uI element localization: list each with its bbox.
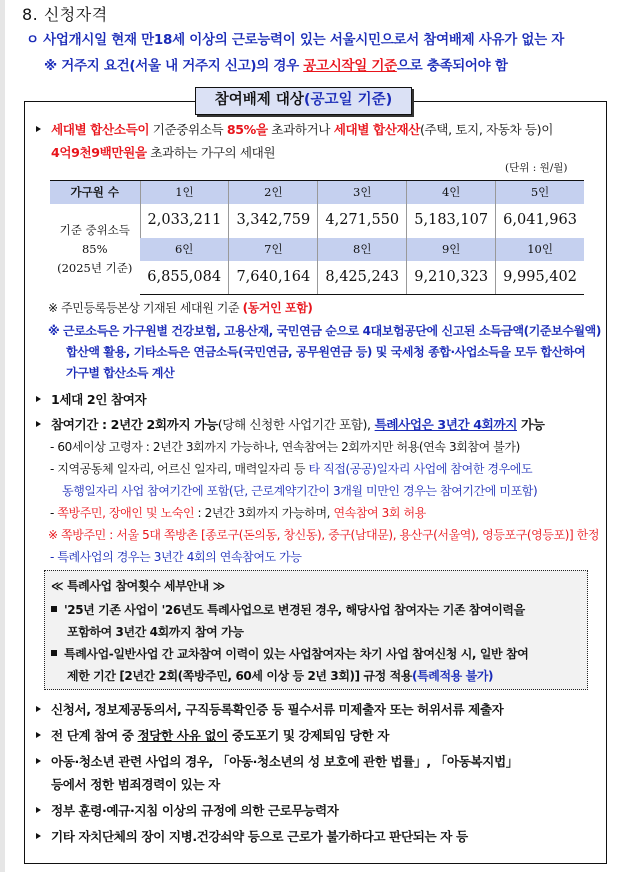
table-cell: 8,425,243 (318, 261, 407, 295)
note-jjokbang-areas: ※ 쪽방주민 : 서울 5대 쪽방촌 [종로구(돈의동, 창신동), 중구(남대문), 용산구(서울역), 영등포구(영등포)] 한정 (48, 528, 600, 542)
residence-text-suffix: 으로 충족되어야 함 (396, 58, 508, 74)
exclusion-item-other (36, 825, 468, 849)
note-earned-income-cont: 합산액 활용, 기타소득은 연금소득(국민연금, 공무원연금 등) 및 국세청 종합·사업소득을 모두 합산하여 (66, 345, 586, 359)
exclusion-item-income-cont (51, 141, 275, 165)
particle-text: 이 (541, 122, 553, 137)
sub-other-jobs-cont: 동행일자리 사업 참여기간에 포함(단, 근로계약기간이 3개월 미만인 경우는 참여기간에 미포함) (62, 484, 538, 498)
table-cell: 9,995,402 (496, 261, 584, 295)
table-header-cell: 8인 (318, 238, 407, 261)
sub-other-jobs (50, 459, 532, 480)
row-label-line: (2025년 기준) (57, 260, 133, 275)
percent-threshold: 85%을 (226, 122, 268, 137)
row-label-line: 기준 중위소득 (59, 222, 130, 237)
residence-requirement-line (44, 54, 508, 74)
cohabitant-note: (동거인 포함) (242, 301, 313, 315)
note-earned-income: ※ 근로소득은 가구원별 건강보험, 고용산재, 국민연금 순으로 4대보험공단에 신고된 소득금액(기준보수월액) (48, 324, 601, 338)
triangle-bullet-icon (36, 396, 41, 402)
sub-text: : 2년간 3회까지 가능하며, (194, 506, 334, 520)
exclusion-item-income (36, 118, 553, 142)
detail-bullet-1-cont: 포함하여 3년간 4회까지 참여 가능 (67, 625, 244, 639)
household-size-header: 가구원 수 (50, 181, 140, 204)
note-text: ※ 주민등록등본상 기재된 세대원 기준 (48, 301, 243, 315)
triangle-bullet-icon (36, 833, 41, 839)
square-bullet-icon (51, 606, 57, 612)
triangle-bullet-icon (36, 126, 41, 132)
assets-examples: (주택, 토지, 자동차 등) (420, 122, 542, 137)
sub-text: - (50, 506, 58, 520)
table-header-cell: 7인 (229, 238, 318, 261)
item-text: 1세대 2인 참여자 (51, 392, 147, 407)
table-header-cell: 10인 (496, 238, 584, 261)
item-text: 전 단계 참여 중 (51, 728, 138, 743)
household-income-text: 세대별 합산소득이 (51, 122, 150, 137)
sub-vulnerable-groups (50, 503, 426, 524)
table-cell: 4,271,550 (318, 204, 407, 238)
table-header-cell: 6인 (140, 238, 229, 261)
vulnerable-highlight: 쪽방주민, 장애인 및 노숙인 (57, 506, 195, 520)
special-project-detail-box (44, 570, 588, 690)
table-header-cell: 1인 (140, 181, 229, 204)
detail-box-title: ≪ 특례사업 참여횟수 세부안내 ≫ (51, 579, 225, 593)
table-cell: 2,033,211 (140, 204, 229, 238)
exceed-text: 초과하거나 (267, 122, 334, 137)
sub-text: - 지역공동체 일자리, 어르신 일자리, 매력일자리 등 (50, 462, 309, 476)
table-header-cell: 4인 (407, 181, 496, 204)
item-text: 정부 훈령·예규·지침 이상의 규정에 의한 근로무능력자 (51, 803, 339, 818)
consecutive-highlight: 연속참여 3회 허용 (333, 506, 426, 520)
table-cell: 5,183,107 (407, 204, 496, 238)
detail-text: 특례사업-일반사업 간 교차참여 이력이 있는 사업참여자는 차기 사업 참여신청 시, 일반 참여 (64, 647, 529, 661)
table-row (50, 204, 584, 238)
median-income-text: 기준중위소득 (149, 122, 227, 137)
table-cell: 9,210,323 (407, 261, 496, 295)
eligibility-text: 사업개시일 현재 만18세 이상의 근로능력이 있는 서울시민으로서 참여배제 사유가 없는 자 (43, 32, 565, 48)
eligibility-main-line (26, 28, 564, 48)
exclusion-item-criminal-record-cont: 등에서 정한 범죄경력이 있는 자 (51, 777, 220, 792)
triangle-bullet-icon (36, 758, 41, 764)
note-household-basis (48, 298, 313, 319)
item-text: 아동·청소년 관련 사업의 경우, 「아동·청소년의 성 보호에 관한 법률」, 「아동복지법」 (51, 754, 518, 769)
exclusion-title-main: 참여배제 대상 (214, 92, 304, 108)
triangle-bullet-icon (36, 807, 41, 813)
exclusion-item-dropout (36, 724, 389, 748)
special-project-highlight: 특례사업은 3년간 4회까지 (374, 417, 517, 432)
table-header-cell: 2인 (229, 181, 318, 204)
table-header-row (50, 181, 584, 204)
household-assets-text: 세대별 합산재산 (333, 122, 421, 137)
table-header-cell: 3인 (318, 181, 407, 204)
exclusion-item-participation-period (36, 413, 544, 437)
table-cell: 6,855,084 (140, 261, 229, 295)
note-earned-income-cont: 가구별 합산소득 계산 (66, 366, 175, 380)
exclusion-item-one-household (36, 388, 146, 412)
sub-special-project: - 특례사업의 경우는 3년간 4회의 연속참여도 가능 (50, 550, 302, 564)
period-detail: (당해 신청한 사업기간 포함), (217, 417, 371, 432)
row-label-line: 85% (81, 241, 108, 256)
item-text: 기타 자치단체의 장이 지병.건강쇠약 등으로 근로가 불가하다고 판단되는 자 등 (51, 829, 468, 844)
announcement-date-highlight: 공고시작일 기준 (303, 58, 397, 74)
other-jobs-highlight: 타 직접(공공)일자리 사업에 참여한 경우에도 (308, 462, 533, 476)
not-applicable-highlight: (특례적용 불가) (412, 669, 494, 683)
triangle-bullet-icon (36, 732, 41, 738)
household-member-text: 초과하는 가구의 세대원 (146, 145, 276, 160)
exclusion-item-incapable (36, 799, 339, 823)
median-income-table (50, 180, 584, 295)
exclusion-item-criminal-record (36, 750, 518, 774)
section-title: 8. 신청자격 (22, 5, 108, 24)
item-text: 신청서, 정보제공동의서, 구직등록확인증 등 필수서류 미제출자 또는 허위서류 제출자 (51, 702, 504, 717)
table-cell: 6,041,963 (496, 204, 584, 238)
row-label-median-income (50, 204, 140, 295)
table-header-cell: 9인 (407, 238, 496, 261)
page-left-margin (0, 0, 5, 872)
exclusion-title-sub: (공고일 기준) (303, 92, 393, 108)
detail-bullet-2-cont (67, 667, 493, 684)
exclusion-item-documents (36, 698, 503, 722)
detail-bullet-2 (51, 645, 528, 662)
no-valid-reason-highlight: 정당한 사유 없이 (137, 728, 228, 743)
detail-text: 제한 기간 [2년간 2회(쪽방주민, 60세 이상 등 2년 3회)] 규정 적용 (67, 669, 413, 683)
asset-threshold: 4억9천9백만원을 (51, 145, 147, 160)
circle-bullet-icon: ㅇ (26, 32, 39, 48)
table-cell: 3,342,759 (229, 204, 318, 238)
table-header-cell: 5인 (496, 181, 584, 204)
triangle-bullet-icon (36, 706, 41, 712)
unit-label: (단위 : 원/월) (505, 162, 568, 174)
detail-bullet-1 (51, 601, 525, 618)
period-suffix: 가능 (516, 417, 545, 432)
exclusion-box-title (195, 87, 412, 115)
triangle-bullet-icon (36, 421, 41, 427)
table-cell: 7,640,164 (229, 261, 318, 295)
item-text: 중도포기 및 강제퇴임 당한 자 (227, 728, 389, 743)
sub-elderly: - 60세이상 고령자 : 2년간 3회까지 가능하나, 연속참여는 2회까지만 허용(연속 3회참여 불가) (50, 440, 520, 454)
square-bullet-icon (51, 650, 57, 656)
period-text: 참여기간 : 2년간 2회까지 가능 (51, 417, 218, 432)
detail-text: '25년 기존 사업이 '26년도 특례사업으로 변경된 경우, 해당사업 참여자는 기존 참여이력을 (64, 603, 525, 617)
residence-text-prefix: ※ 거주지 요건(서울 내 거주지 신고)의 경우 (44, 58, 304, 74)
